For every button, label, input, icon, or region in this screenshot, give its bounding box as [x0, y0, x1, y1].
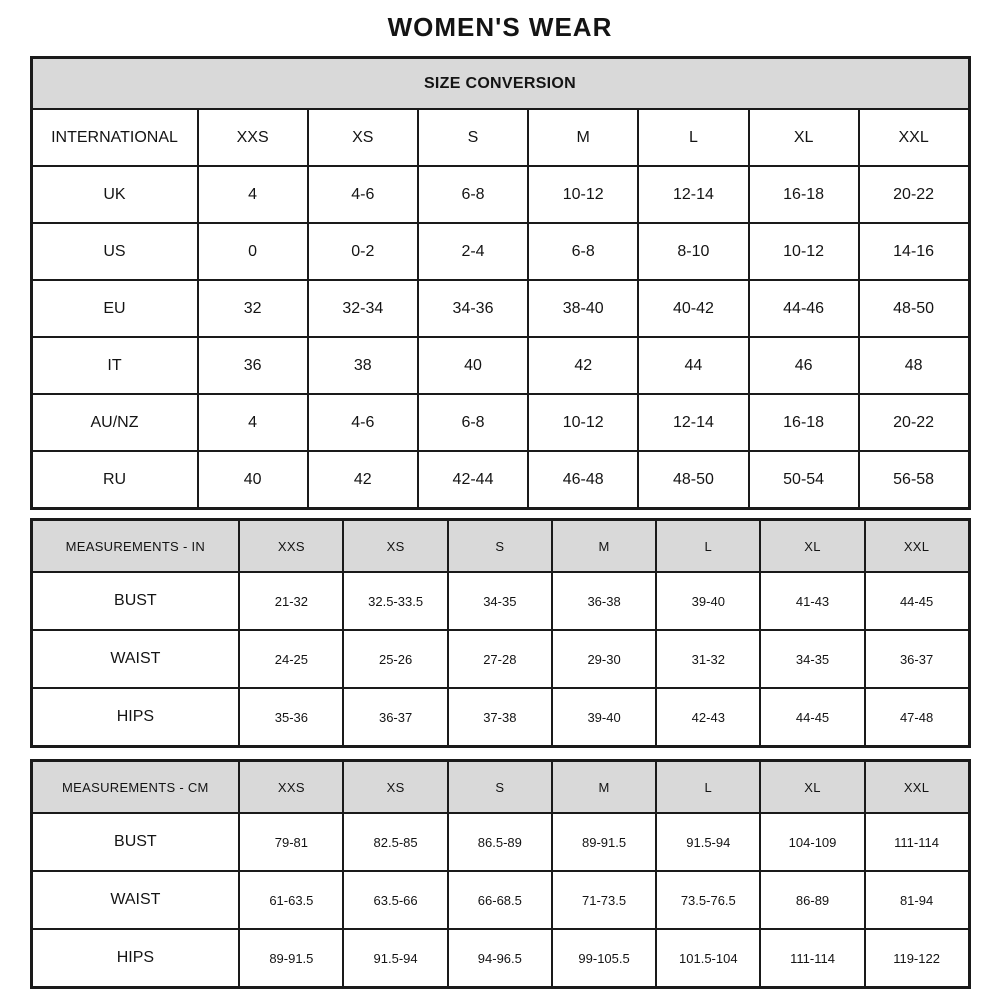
value-cell: 29-30	[552, 630, 656, 688]
value-cell: 6-8	[418, 166, 528, 223]
value-cell: 31-32	[656, 630, 760, 688]
value-cell: 6-8	[418, 394, 528, 451]
value-cell: 111-114	[865, 813, 969, 871]
column-header-cell: M	[528, 109, 638, 166]
value-cell: 4	[198, 166, 308, 223]
value-cell: 10-12	[528, 166, 638, 223]
page-title: WOMEN'S WEAR	[387, 12, 613, 42]
value-cell: 36-37	[865, 630, 969, 688]
value-cell: 91.5-94	[656, 813, 760, 871]
value-cell: 12-14	[638, 166, 748, 223]
column-header-cell: XXL	[859, 109, 969, 166]
value-cell: 91.5-94	[343, 929, 447, 988]
value-cell: 32	[198, 280, 308, 337]
table-row-waist-cm	[31, 871, 969, 929]
table-row-eu	[31, 280, 969, 337]
value-cell: 47-48	[865, 688, 969, 747]
table-row-aunz	[31, 394, 969, 451]
column-header-cell: M	[552, 520, 656, 573]
value-cell: 10-12	[528, 394, 638, 451]
column-header-cell: M	[552, 761, 656, 814]
table-row-bust-in	[31, 572, 969, 630]
column-header-cell: INTERNATIONAL	[31, 109, 198, 166]
measurements-cm-title: MEASUREMENTS - CM	[31, 761, 239, 814]
value-cell: 27-28	[448, 630, 552, 688]
table-row-uk	[31, 166, 969, 223]
column-header-cell: XS	[308, 109, 418, 166]
value-cell: 4	[198, 394, 308, 451]
value-cell: 42	[528, 337, 638, 394]
value-cell: 44-45	[760, 688, 864, 747]
value-cell: 21-32	[239, 572, 343, 630]
value-cell: 4-6	[308, 394, 418, 451]
measurements-in-table	[30, 518, 971, 748]
value-cell: 44-45	[865, 572, 969, 630]
column-header-cell: L	[638, 109, 748, 166]
value-cell: 40-42	[638, 280, 748, 337]
value-cell: 20-22	[859, 166, 969, 223]
row-label-cell: HIPS	[31, 929, 239, 988]
value-cell: 42-43	[656, 688, 760, 747]
row-label-cell: UK	[31, 166, 198, 223]
value-cell: 35-36	[239, 688, 343, 747]
value-cell: 46-48	[528, 451, 638, 509]
column-header-cell: XXL	[865, 520, 969, 573]
table-row-ru	[31, 451, 969, 509]
row-label-cell: WAIST	[31, 630, 239, 688]
size-conversion-column-header-row	[31, 109, 969, 166]
size-conversion-title-row	[31, 58, 969, 110]
value-cell: 48	[859, 337, 969, 394]
value-cell: 111-114	[760, 929, 864, 988]
value-cell: 8-10	[638, 223, 748, 280]
value-cell: 42	[308, 451, 418, 509]
column-header-cell: XXL	[865, 761, 969, 814]
table-gap	[30, 510, 971, 518]
value-cell: 34-35	[448, 572, 552, 630]
row-label-cell: EU	[31, 280, 198, 337]
size-conversion-table	[30, 56, 971, 510]
value-cell: 40	[198, 451, 308, 509]
value-cell: 71-73.5	[552, 871, 656, 929]
column-header-cell: L	[656, 761, 760, 814]
row-label-cell: BUST	[31, 572, 239, 630]
row-label-cell: IT	[31, 337, 198, 394]
value-cell: 34-36	[418, 280, 528, 337]
value-cell: 2-4	[418, 223, 528, 280]
table-row-it	[31, 337, 969, 394]
table-row-hips-cm	[31, 929, 969, 988]
value-cell: 41-43	[760, 572, 864, 630]
column-header-cell: XL	[760, 761, 864, 814]
size-conversion-title: SIZE CONVERSION	[31, 58, 969, 110]
value-cell: 37-38	[448, 688, 552, 747]
value-cell: 14-16	[859, 223, 969, 280]
value-cell: 73.5-76.5	[656, 871, 760, 929]
value-cell: 20-22	[859, 394, 969, 451]
table-row-us	[31, 223, 969, 280]
value-cell: 24-25	[239, 630, 343, 688]
value-cell: 32-34	[308, 280, 418, 337]
value-cell: 89-91.5	[552, 813, 656, 871]
value-cell: 36-37	[343, 688, 447, 747]
row-label-cell: US	[31, 223, 198, 280]
value-cell: 12-14	[638, 394, 748, 451]
value-cell: 34-35	[760, 630, 864, 688]
value-cell: 36-38	[552, 572, 656, 630]
value-cell: 4-6	[308, 166, 418, 223]
value-cell: 46	[749, 337, 859, 394]
value-cell: 48-50	[859, 280, 969, 337]
value-cell: 50-54	[749, 451, 859, 509]
value-cell: 86-89	[760, 871, 864, 929]
value-cell: 101.5-104	[656, 929, 760, 988]
row-label-cell: HIPS	[31, 688, 239, 747]
value-cell: 48-50	[638, 451, 748, 509]
value-cell: 119-122	[865, 929, 969, 988]
measurements-in-title: MEASUREMENTS - IN	[31, 520, 239, 573]
value-cell: 79-81	[239, 813, 343, 871]
table-row-bust-cm	[31, 813, 969, 871]
value-cell: 39-40	[552, 688, 656, 747]
value-cell: 16-18	[749, 166, 859, 223]
row-label-cell: BUST	[31, 813, 239, 871]
column-header-cell: XS	[343, 761, 447, 814]
row-label-cell: WAIST	[31, 871, 239, 929]
value-cell: 81-94	[865, 871, 969, 929]
value-cell: 42-44	[418, 451, 528, 509]
value-cell: 6-8	[528, 223, 638, 280]
column-header-cell: S	[448, 761, 552, 814]
value-cell: 38-40	[528, 280, 638, 337]
value-cell: 0-2	[308, 223, 418, 280]
value-cell: 40	[418, 337, 528, 394]
row-label-cell: RU	[31, 451, 198, 509]
table-row-waist-in	[31, 630, 969, 688]
value-cell: 32.5-33.5	[343, 572, 447, 630]
value-cell: 56-58	[859, 451, 969, 509]
value-cell: 104-109	[760, 813, 864, 871]
column-header-cell: XL	[749, 109, 859, 166]
measurements-cm-table	[30, 759, 971, 989]
value-cell: 10-12	[749, 223, 859, 280]
value-cell: 94-96.5	[448, 929, 552, 988]
value-cell: 25-26	[343, 630, 447, 688]
value-cell: 44	[638, 337, 748, 394]
value-cell: 66-68.5	[448, 871, 552, 929]
value-cell: 61-63.5	[239, 871, 343, 929]
value-cell: 16-18	[749, 394, 859, 451]
value-cell: 86.5-89	[448, 813, 552, 871]
table-row-hips-in	[31, 688, 969, 747]
column-header-cell: S	[448, 520, 552, 573]
column-header-cell: XXS	[239, 761, 343, 814]
measurements-cm-header-row	[31, 761, 969, 814]
value-cell: 44-46	[749, 280, 859, 337]
value-cell: 63.5-66	[343, 871, 447, 929]
value-cell: 36	[198, 337, 308, 394]
measurements-in-header-row	[31, 520, 969, 573]
table-gap	[30, 748, 971, 759]
column-header-cell: L	[656, 520, 760, 573]
value-cell: 0	[198, 223, 308, 280]
column-header-cell: XL	[760, 520, 864, 573]
column-header-cell: XS	[343, 520, 447, 573]
value-cell: 99-105.5	[552, 929, 656, 988]
value-cell: 38	[308, 337, 418, 394]
column-header-cell: XXS	[198, 109, 308, 166]
value-cell: 89-91.5	[239, 929, 343, 988]
column-header-cell: S	[418, 109, 528, 166]
value-cell: 82.5-85	[343, 813, 447, 871]
value-cell: 39-40	[656, 572, 760, 630]
row-label-cell: AU/NZ	[31, 394, 198, 451]
size-chart-page	[30, 0, 971, 989]
column-header-cell: XXS	[239, 520, 343, 573]
